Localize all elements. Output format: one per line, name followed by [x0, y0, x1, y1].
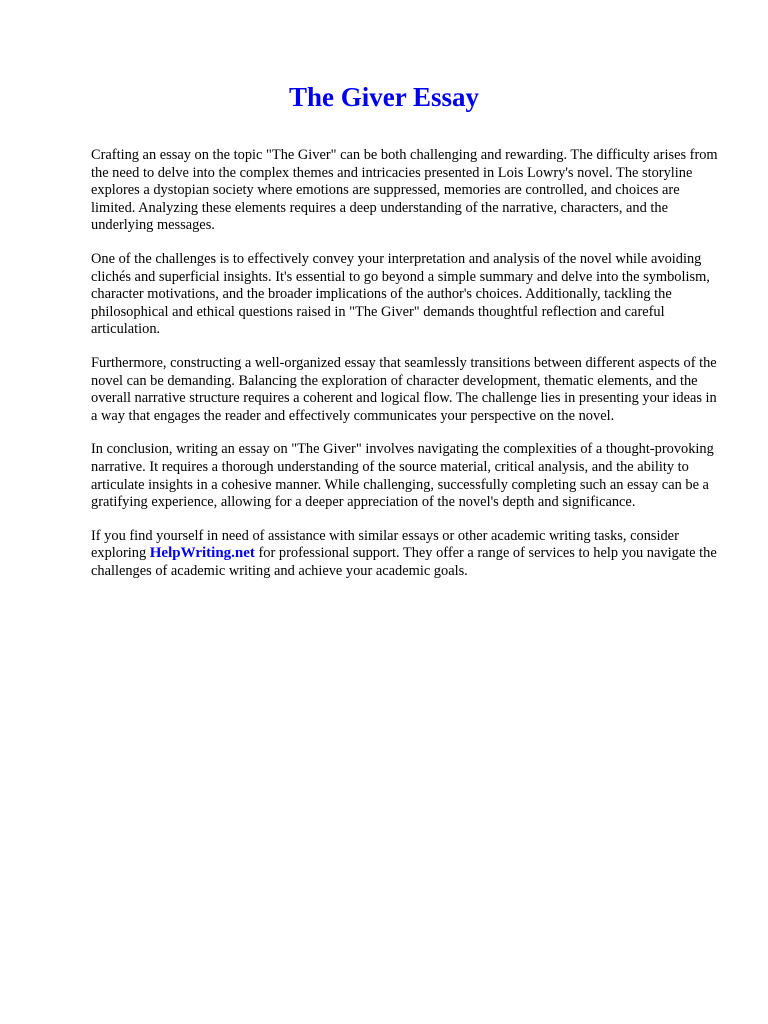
paragraph-5-before-link: If you find yourself in need of assistance with similar essays or other academic writing tasks, consider exploring — [91, 527, 679, 562]
paragraph-5-after-link: for professional support. They offer a range of services to help you navigate the challenges of academic writing and achieve your academic goals. — [91, 545, 717, 579]
helpwriting-link[interactable]: HelpWriting.net — [149, 545, 255, 562]
paragraph-4: In conclusion, writing an essay on "The Giver" involves navigating the complexities of a thought-provoking narrative. It requires a thorough understanding of the source material, critical analysis, and the ability to articulate insights in a cohesive manner. While challenging, successfully completing such an essay can be a gratifying experience, allowing for a deeper appreciation of the novel's depth and significance. — [91, 441, 714, 511]
paragraph-5 — [91, 528, 723, 581]
paragraph-3: Furthermore, constructing a well-organized essay that seamlessly transitions between different aspects of the novel can be demanding. Balancing the exploration of character development, thematic elements, and the overall narrative structure requires a coherent and logical flow. The challenge lies in presenting your ideas in a way that engages the reader and effectively communicates your perspective on the novel. — [91, 354, 717, 424]
paragraph-1: Crafting an essay on the topic "The Giver" can be both challenging and rewarding. The difficulty arises from the need to delve into the complex themes and intricacies presented in Lois Lowry's novel. The storyline explores a dystopian society where emotions are suppressed, memories are controlled, and choices are limited. Analyzing these elements requires a deep understanding of the narrative, characters, and the underlying messages. — [91, 147, 718, 234]
paragraph-2: One of the challenges is to effectively convey your interpretation and analysis of the novel while avoiding clichés and superficial insights. It's essential to go beyond a simple summary and delve into the symbolism, character motivations, and the broader implications of the author's choices. Additionally, tackling the philosophical and ethical questions raised in "The Giver" demands thoughtful reflection and careful articulation. — [91, 250, 710, 338]
essay-body — [91, 147, 723, 596]
page-title: The Giver Essay — [288, 82, 479, 112]
